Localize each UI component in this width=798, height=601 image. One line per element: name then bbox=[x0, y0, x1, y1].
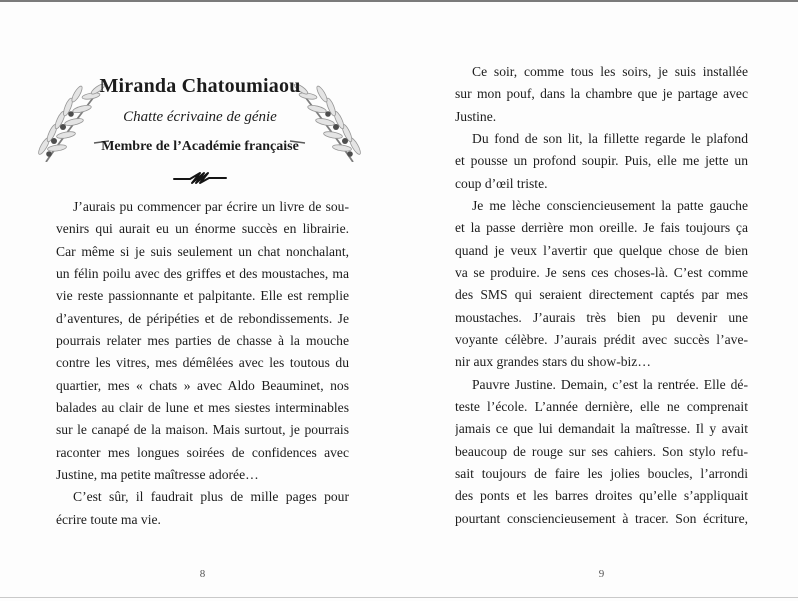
text-line: d’aventures, de péripéties et de rebondissements. Je bbox=[56, 310, 349, 326]
right-page bbox=[399, 0, 798, 601]
author-header bbox=[53, 74, 347, 156]
author-name: Miranda Chatoumiaou bbox=[99, 75, 301, 97]
text-line: jamais ce que lui demandait la maîtresse. Il y avait bbox=[455, 421, 748, 437]
text-line: teste l’école. L’année dernière, elle ne comprenait bbox=[455, 398, 748, 414]
text-line: Justine. bbox=[455, 108, 497, 124]
author-affiliation: Membre de l’Académie française bbox=[101, 139, 299, 154]
left-page-body bbox=[56, 196, 349, 531]
text-line: Car même si je suis seulement un chat nonchalant, bbox=[56, 243, 349, 259]
text-line: va se produire. Je sens ces choses-là. C’est comme bbox=[455, 264, 748, 280]
text-line: Je me lèche consciencieusement la patte gauche bbox=[472, 197, 748, 213]
text-line: balades au clair de lune et mes siestes interminables bbox=[56, 399, 349, 415]
page-number-left: 8 bbox=[199, 568, 206, 580]
text-line: sur mon pouf, dans la chambre que je partage avec bbox=[455, 86, 748, 102]
paragraph bbox=[56, 486, 349, 531]
text-line: Du fond de son lit, la fillette regarde le plafond bbox=[472, 130, 748, 146]
squiggle-rule-icon bbox=[173, 171, 227, 185]
text-line: des ponts et les barres droites qu’elle s’appliquait bbox=[455, 488, 748, 504]
text-line: coup d’œil triste. bbox=[455, 175, 548, 191]
text-line: pourrais relater mes parties de chasse à la mouche bbox=[56, 332, 349, 348]
text-line: C’est sûr, il faudrait plus de mille pages pour bbox=[73, 489, 349, 505]
text-line: J’aurais pu commencer par écrire un livre de sou- bbox=[73, 199, 349, 214]
text-line: pourtant consciencieusement à tracer. Son écriture, bbox=[455, 510, 748, 526]
text-line: voyante célèbre. J’aurais prédit avec succès l’ave- bbox=[455, 331, 748, 347]
text-line: et pousse un profond soupir. Puis, elle me jette un bbox=[455, 153, 748, 169]
paragraph bbox=[56, 196, 349, 486]
right-page-body bbox=[455, 61, 748, 530]
paragraph bbox=[455, 374, 748, 530]
text-line: venirs qui aurait eu un énorme succès en librairie. bbox=[56, 221, 349, 237]
text-line: Pauvre Justine. Demain, c’est la rentrée. Elle dé- bbox=[472, 376, 748, 392]
text-line: nir aux grandes stars du show-biz… bbox=[455, 354, 651, 370]
text-line: quartier, mes « chats » avec Aldo Beauminet, nos bbox=[56, 377, 349, 393]
text-line: vie reste passionnante et palpitante. Elle est remplie bbox=[56, 288, 349, 304]
text-line: écrire toute ma vie. bbox=[56, 511, 161, 527]
text-line: moustaches. J’aurais très bien pu devenir une bbox=[455, 309, 748, 325]
text-line: sait toujours de faire les jolies boucles, l’arrondi bbox=[455, 465, 748, 481]
text-line: Justine, ma petite maîtresse adorée… bbox=[56, 466, 259, 482]
text-line: contre les vitres, mes démêlées avec les toutous du bbox=[56, 355, 349, 371]
text-line: quand je veux l’avertir que quelque chose de bien bbox=[455, 242, 748, 258]
section-divider bbox=[53, 171, 347, 190]
text-line: et la passe derrière mon oreille. Je fais toujours ça bbox=[455, 220, 748, 236]
paragraph bbox=[455, 128, 748, 195]
paragraph bbox=[455, 195, 748, 374]
text-line: sur le canapé de la maison. Mais surtout, je pourrais bbox=[56, 422, 349, 438]
paragraph bbox=[455, 61, 748, 128]
text-line: beaucoup de rouge sur ses cahiers. Son stylo refu- bbox=[455, 443, 748, 459]
text-line: des SMS qui seraient directement captés par mes bbox=[455, 287, 748, 303]
text-line: raconter mes longues soirées de confidences avec bbox=[56, 444, 349, 460]
text-line: Ce soir, comme tous les soirs, je suis installée bbox=[472, 64, 748, 79]
author-subtitle: Chatte écrivaine de génie bbox=[123, 109, 277, 125]
text-line: un félin poilu avec des griffes et des moustaches, ma bbox=[56, 265, 349, 281]
page-number-right: 9 bbox=[598, 568, 605, 580]
